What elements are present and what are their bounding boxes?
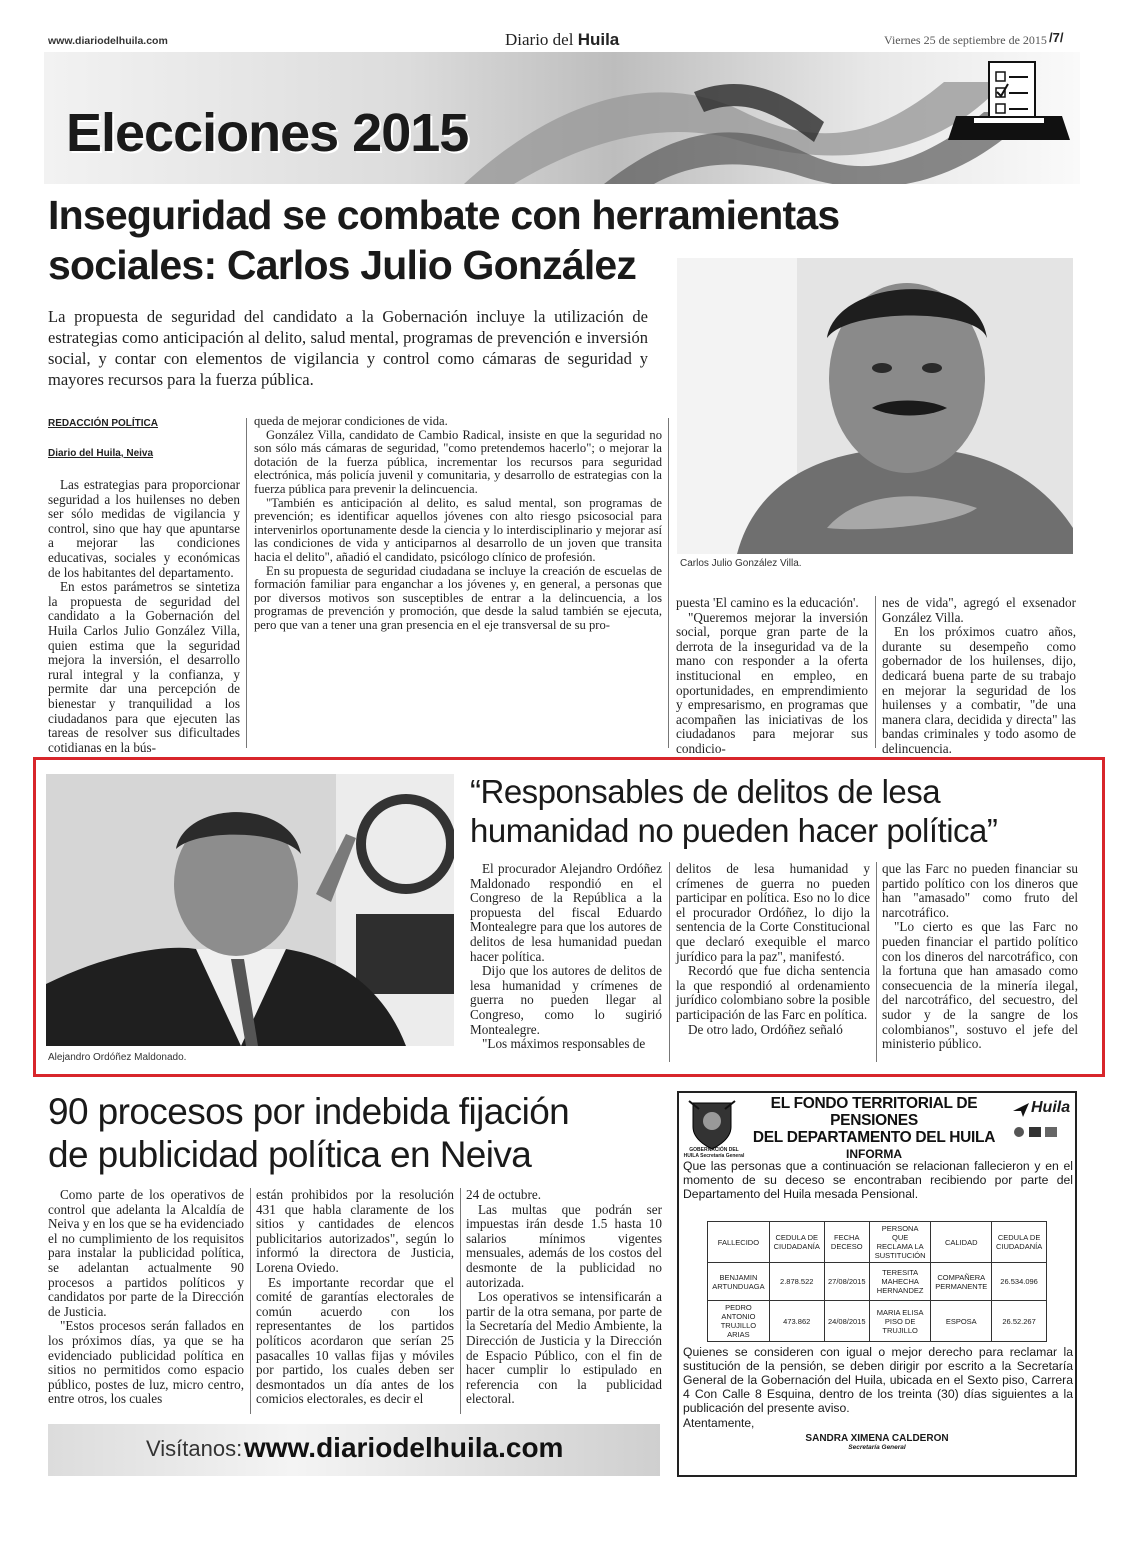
column-divider	[460, 1188, 461, 1414]
article3-headline	[48, 1090, 668, 1176]
table-header-cell: FALLECIDO	[708, 1222, 770, 1263]
site-url[interactable]: www.diariodelhuila.com	[48, 35, 168, 47]
article1-source: Diario del Huila, Neiva	[48, 448, 154, 459]
article3-col3-para: 24 de octubre.	[466, 1187, 542, 1202]
huila-logo	[1011, 1099, 1073, 1139]
ballot-box-icon	[944, 60, 1074, 145]
table-cell: ESPOSA	[931, 1301, 992, 1342]
table-header-cell: CEDULA DE CIUDADANÍA	[769, 1222, 824, 1263]
article1-headline-line1: Inseguridad se combate con herramientas	[48, 192, 840, 238]
procurador-photo-caption: Alejandro Ordóñez Maldonado.	[48, 1052, 187, 1063]
table-cell: 2.878.522	[769, 1263, 824, 1301]
article1-col1-para: Las estrategias para proporcionar seguridad a los huilenses no deben ser sólo medidas de vigilancia y control, sino que hay que apuntarse a mejorar las condiciones educativas, sociales y económicas de los habitantes del departamento.	[48, 477, 240, 580]
article3-col1-para: "Estos procesos serán fallados en los próximos días, ya que se ha evidenciado publicidad política en sitios no permitidos como espacio público, postes de luz, micro centro, entre otros, los cuales	[48, 1318, 244, 1407]
article1-col2-para: queda de mejorar condiciones de vida.	[254, 414, 448, 428]
article3-headline-line1: 90 procesos por indebida fijación	[48, 1091, 570, 1132]
website-promo-bar[interactable]	[48, 1424, 660, 1476]
table-cell: TERESITA MAHECHA HERNANDEZ	[869, 1263, 930, 1301]
table-cell: 27/08/2015	[824, 1263, 869, 1301]
table-header-cell: CALIDAD	[931, 1222, 992, 1263]
article2-col2-para: Recordó que fue dicha sentencia la que respondió al ordenamiento jurídico colombiano sobre la posible participación de las Farc en política.	[676, 963, 870, 1022]
pensioners-table	[707, 1221, 1047, 1342]
notice-signer	[679, 1433, 1075, 1451]
table-cell: COMPAÑERA PERMANENTE	[931, 1263, 992, 1301]
table-row	[708, 1301, 1047, 1342]
article1-col2	[254, 415, 662, 633]
table-cell: PEDRO ANTONIO TRUJILLO ARIAS	[708, 1301, 770, 1342]
article3-col1-para: Como parte de los operativos de control que adelanta la Alcaldía de Neiva y en los que se ha evidenciado el no cumplimiento de los requisitos para instalar la publicidad política, se adelantan actualmente 90 procesos a partidos políticos y candidatos por parte de la Dirección de Justicia.	[48, 1187, 244, 1319]
article1-col4-para: En los próximos cuatro años, durante su desempeño como gobernador de los huilenses, dijo, dedicará buena parte de su trabajo en mejorar la seguridad de los huilenses y a combatir, "de una manera clara, decidida y directa" las bandas criminales y todo asomo de delincuencia.	[882, 624, 1076, 756]
table-header-cell: FECHA DECESO	[824, 1222, 869, 1263]
portrait-silhouette	[677, 258, 1073, 554]
page-number: /7/	[1049, 30, 1064, 45]
candidate-photo	[677, 258, 1073, 554]
notice-title-line3: INFORMA	[846, 1147, 902, 1161]
table-row	[708, 1263, 1047, 1301]
column-divider	[250, 1188, 251, 1414]
notice-title-line1: EL FONDO TERRITORIAL DE PENSIONES	[770, 1095, 978, 1129]
article3-col2-para: están prohibidos por la resolución 431 que habla claramente de los sitios y cantidades de elencos publicitarios autorizados", según lo informó la directora de Justicia, Lorena Oviedo.	[256, 1187, 454, 1275]
masthead	[505, 30, 619, 50]
article1-col3	[676, 596, 868, 757]
article3-headline-line2: de publicidad política en Neiva	[48, 1134, 532, 1175]
article1-byline: REDACCIÓN POLÍTICA	[48, 418, 158, 429]
pension-notice	[677, 1091, 1077, 1477]
signer-title: Secretaría General	[848, 1444, 906, 1451]
notice-closing: Atentamente,	[683, 1416, 755, 1430]
table-header-cell: PERSONA QUE RECLAMA LA SUSTITUCIÓN	[869, 1222, 930, 1263]
article1-col1	[48, 478, 240, 755]
table-header-cell: CEDULA DE CIUDADANÍA	[992, 1222, 1047, 1263]
article1-col2-para: González Villa, candidato de Cambio Radical, insiste en que la seguridad no son sólo más cámaras de seguridad, "como pretendemos hacerlo"; o mejorar la dotación de la fuerza pública, incrementar los recursos para seguridad electrónica, más policía juvenil y comunitaria, y desarrollo de estrategias con la fuerza pública para prevenir la delincuencia.	[254, 427, 662, 496]
article2-headline-line2: humanidad no pueden hacer política”	[470, 812, 998, 849]
article3-col2	[256, 1188, 454, 1407]
article1-col3-para: puesta 'El camino es la educación'.	[676, 595, 859, 610]
table-cell: 473.862	[769, 1301, 824, 1342]
elecciones-banner	[44, 52, 1080, 184]
article2-col1-para: "Los máximos responsables de	[482, 1036, 646, 1052]
article1-headline-line2: sociales: Carlos Julio González	[48, 242, 637, 288]
certification-marks-icon	[1011, 1125, 1071, 1139]
article2-headline	[470, 772, 1090, 850]
article2-headline-line1: “Responsables de delitos de lesa	[470, 773, 941, 810]
candidate-photo-caption: Carlos Julio González Villa.	[680, 558, 802, 569]
article2-col1-para: Dijo que los autores de delitos de lesa humanidad y crímenes de guerra no pueden llegar al Congreso, como lo sugirió Montealegre.	[470, 963, 662, 1037]
article2-col3-para: que las Farc no pueden financiar su partido político con los dineros que han "amasado" como fruto del narcotráfico.	[882, 861, 1078, 920]
article1-col3-para: "Queremos mejorar la inversión social, porque gran parte de la derrota de la inseguridad va de la mano con responder a la oferta institucional en empleo, en oportunidades, en emprendimiento y empresarismo, en programas que acompañen las iniciativas de los ciudadanos para mejorar sus condicio-	[676, 609, 868, 756]
article1-col4	[882, 596, 1076, 757]
notice-title-line2: DEL DEPARTAMENTO DEL HUILA	[752, 1129, 996, 1146]
table-cell: 26.52.267	[992, 1301, 1047, 1342]
portrait-silhouette	[46, 774, 454, 1046]
article2-col2	[676, 862, 870, 1037]
article2-col1-para: El procurador Alejandro Ordóñez Maldonado respondió en el Congreso de la República a la propuesta del fiscal Eduardo Montealegre para que los autores de delitos de lesa humanidad puedan hacer política.	[470, 861, 662, 964]
notice-title	[739, 1095, 1009, 1163]
article2-col3-para: "Lo cierto es que las Farc no pueden financiar el partido político con los dineros del narcotráfico, con la fortuna que han amasado como consecuencia de la minería ilegal, del narcotráfico, del secuestro, del sudor y de la sangre de los colombianos", sostuvo el jefe del ministerio público.	[882, 919, 1078, 1052]
article2-col3	[882, 862, 1078, 1052]
article3-col1	[48, 1188, 244, 1407]
column-divider	[876, 862, 877, 1062]
article3-col3	[466, 1188, 662, 1407]
procurador-photo	[46, 774, 454, 1046]
promo-url[interactable]: www.diariodelhuila.com	[244, 1432, 564, 1463]
notice-body: Quienes se consideren con igual o mejor derecho para reclamar la sustitución de la pensión, se deben dirigir por escrito a la Secretaría General de la Gobernación del Huila, ubicada en el Sexto piso, Carrera 4 Con Calle 8 Esquina, dentro de los treinta (30) días siguientes a la publicación del presente aviso.	[683, 1345, 1073, 1415]
seal-caption: GOBERNACIÓN DEL HUILA Secretaría General	[683, 1147, 745, 1159]
article2-col1	[470, 862, 662, 1052]
article3-col3-para: Las multas que podrán ser impuestas irán desde 1.5 hasta 10 salarios mínimos vigentes mensuales, además de los costos del desmonte de la publicidad no autorizada.	[466, 1201, 662, 1290]
column-divider	[669, 862, 670, 1062]
signer-name: SANDRA XIMENA CALDERON	[805, 1433, 949, 1444]
column-divider	[668, 418, 669, 748]
promo-label: Visítanos:	[146, 1436, 243, 1461]
article1-col1-para: En estos parámetros se sintetiza la propuesta de seguridad del candidato a la Gobernación del Huila Carlos Julio González Villa, quien estima que la seguridad mejora la inversión, el desarrollo rural integral y la confianza, y permite dar una percepción de bienestar y tranquilidad a los ciudadanos para que ejecuten las tareas de resolver sus dificultades cotidianas en la bús-	[48, 579, 240, 755]
article3-col3-para: Los operativos se intensificarán a partir de la otra semana, por parte de la Secretaría del Medio Ambiente, la Dirección de Justicia y la Dirección de Espacio Público, con el fin de hacer cumplir lo estipulado en referencia con la publicidad electoral.	[466, 1289, 662, 1407]
huila-logo-text: Huila	[1031, 1099, 1071, 1116]
article1-col2-para: En su propuesta de seguridad ciudadana se incluye la creación de escuelas de formación familiar para enganchar a los jóvenes y, en general, a personas que por diversos motivos son susceptibles de entrar a la delincuencia, a los programas de prevención y promoción, que desde la salud también se ejecuta, pero que van a tener una gran presencia en el eje transversal de su pro-	[254, 563, 662, 632]
masthead-part2: Huila	[577, 30, 620, 49]
table-cell: 26.534.096	[992, 1263, 1047, 1301]
banner-title: Elecciones 2015	[66, 103, 469, 163]
article2-col2-para: delitos de lesa humanidad y crímenes de guerra no pueden participar en política. Eso no lo dice el procurador Ordóñez, lo dijo la sentencia de la Corte Constitucional que declaró exequible el marco jurídico para la paz", manifestó.	[676, 861, 870, 964]
article1-lead: La propuesta de seguridad del candidato a la Gobernación incluye la utilización de estrategias como anticipación al delito, salud mental, programas de prevención e inversión social, y contar con elementos de vigilancia y control como cámaras de seguridad y mayores recursos para la fuerza pública.	[48, 307, 648, 389]
table-header-row	[708, 1222, 1047, 1263]
huila-logo-icon	[1011, 1099, 1031, 1119]
table-cell: 24/08/2015	[824, 1301, 869, 1342]
article1-col4-para: nes de vida", agregó el exsenador González Villa.	[882, 595, 1076, 625]
table-cell: MARIA ELISA PISO DE TRUJILLO	[869, 1301, 930, 1342]
article3-col2-para: Es importante recordar que el comité de garantías electorales de común acuerdo con los representantes de los partidos políticos acordaron que serían 25 pasacalles 10 vallas fijas y móviles por partido, los cuales deben ser desmontados un día antes de los comicios electorales, es decir el	[256, 1274, 454, 1407]
coat-of-arms-icon	[687, 1097, 737, 1151]
article1-col2-para: "También es anticipación al delito, es salud mental, son programas de prevención; es identificar aquellos jóvenes con alto riesgo psicosocial para intervenirlos oportunamente desde la ciencia y lo interdisciplinario y mejorar así las condiciones de vida y anticiparnos al desarrollo de un joven que transita hacia el delito", añadió el candidato, psicólogo clínico de profesión.	[254, 495, 662, 564]
article2-col2-para: De otro lado, Ordóñez señaló	[688, 1021, 843, 1037]
column-divider	[875, 596, 876, 748]
issue-date: Viernes 25 de septiembre de 2015	[884, 33, 1047, 47]
table-cell: BENJAMIN ARTUNDUAGA	[708, 1263, 770, 1301]
masthead-part1: Diario del	[505, 30, 574, 49]
notice-intro: Que las personas que a continuación se relacionan fallecieron y en el momento de su deceso se encontraban recibiendo por parte del Departamento del Huila mesada Pensional.	[683, 1159, 1073, 1201]
column-divider	[246, 418, 247, 748]
